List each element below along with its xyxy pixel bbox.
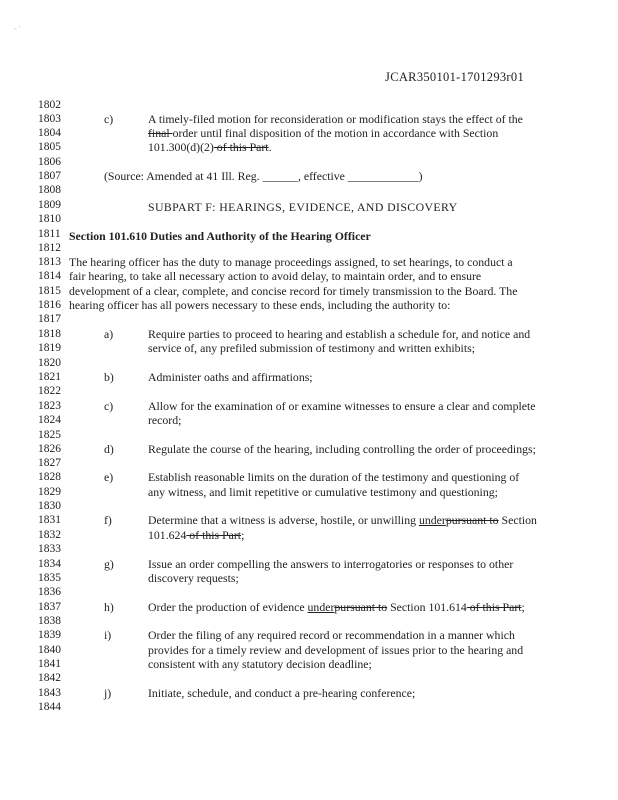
intro-line: The hearing officer has the duty to manage proceedings assigned, to set hearings, to conduct a [69,255,513,269]
item-label: j) [104,686,112,700]
struck-text: final [148,126,173,140]
item-label: f) [104,513,112,527]
line-number: 1829 [38,486,61,498]
item-label: c) [104,399,114,413]
item-text: consistent with any statutory decision deadline; [148,657,372,671]
line-number: 1802 [38,99,61,111]
line-number: 1830 [38,500,61,512]
line-number: 1810 [38,213,61,225]
item-label: g) [104,557,114,571]
struck-text: of this Part [466,600,522,614]
line-number: 1817 [38,313,61,325]
item-text: Order the production of evidence underpursuant to Section 101.614 of this Part; [148,600,525,614]
line-number: 1836 [38,586,61,598]
line-number: 1827 [38,457,61,469]
line-number: 1838 [38,615,61,627]
item-label: i) [104,628,112,642]
item-text: service of, any prefiled submission of testimony and written exhibits; [148,341,475,355]
line-number: 1803 [38,113,61,125]
item-text: Issue an order compelling the answers to interrogatories or responses to other [148,557,514,571]
item-text: Administer oaths and affirmations; [148,370,313,384]
line-number: 1818 [38,328,61,340]
item-text: discovery requests; [148,571,239,585]
line-number: 1825 [38,429,61,441]
line-number: 1804 [38,127,61,139]
line-number: 1843 [38,687,61,699]
line-number: 1839 [38,629,61,641]
line-number: 1807 [38,170,61,182]
line-number: 1823 [38,400,61,412]
line-number: 1809 [38,199,61,211]
item-label: e) [104,470,114,484]
line-number: 1837 [38,601,61,613]
intro-line: fair hearing, to take all necessary action to avoid delay, to maintain order, and to ensure [69,269,482,283]
line-number: 1831 [38,514,61,526]
item-label: a) [104,327,114,341]
source-note: (Source: Amended at 41 Ill. Reg. ______, effective ____________) [104,169,423,183]
item-text: final order until final disposition of the motion in accordance with Section [148,126,499,140]
item-text: Require parties to proceed to hearing and establish a schedule for, and notice and [148,327,531,341]
line-number: 1840 [38,644,61,656]
item-text: any witness, and limit repetitive or cumulative testimony and questioning; [148,485,498,499]
line-number: 1832 [38,529,61,541]
item-text: Order the filing of any required record or recommendation in a manner which [148,628,515,642]
line-number: 1808 [38,184,61,196]
line-number: 1834 [38,558,61,570]
line-number: 1842 [38,672,61,684]
line-number: 1821 [38,371,61,383]
item-label: d) [104,442,114,456]
line-number: 1833 [38,543,61,555]
line-number: 1820 [38,357,61,369]
line-number: 1822 [38,385,61,397]
struck-text: pursuant to [334,600,388,614]
line-number: 1841 [38,658,61,670]
item-label: b) [104,370,114,384]
struck-text: pursuant to [445,513,499,527]
intro-line: development of a clear, complete, and concise record for timely transmission to the Board. The [69,284,518,298]
inserted-text: under [307,600,335,614]
line-number: 1819 [38,342,61,354]
line-number: 1828 [38,471,61,483]
subpart-heading: SUBPART F: HEARINGS, EVIDENCE, AND DISCOVERY [148,200,458,214]
struck-text: of this Part [213,140,269,154]
line-number: 1806 [38,156,61,168]
item-text: Initiate, schedule, and conduct a pre-hearing conference; [148,686,416,700]
line-number: 1824 [38,414,61,426]
struck-text: of this Part [186,528,242,542]
item-text: provides for a timely review and development of issues prior to the hearing and [148,643,524,657]
inserted-text: under [418,513,446,527]
item-text: Regulate the course of the hearing, including controlling the order of proceedings; [148,442,536,456]
item-text: Determine that a witness is adverse, hostile, or unwilling underpursuant to Section [148,513,537,527]
line-number: 1811 [38,228,61,240]
document-id: JCAR350101-1701293r01 [385,70,524,84]
line-number: 1835 [38,572,61,584]
item-text: A timely-filed motion for reconsideration or modification stays the effect of the [148,112,523,126]
line-number: 1844 [38,701,61,713]
item-text: Allow for the examination of or examine witnesses to ensure a clear and complete [148,399,536,413]
item-label: h) [104,600,114,614]
section-title: Section 101.610 Duties and Authority of the Hearing Officer [69,229,371,243]
item-text: 101.624 of this Part; [148,528,245,542]
line-number: 1812 [38,242,61,254]
intro-line: hearing officer has all powers necessary to these ends, including the authority to: [69,298,451,312]
line-number: 1815 [38,285,61,297]
line-number: 1816 [38,299,61,311]
line-number: 1805 [38,141,61,153]
item-label: c) [104,112,114,126]
line-number: 1826 [38,443,61,455]
line-number: 1814 [38,270,61,282]
scan-corner-marks: - ' [14,24,21,33]
item-text: 101.300(d)(2) of this Part. [148,140,272,154]
item-text: record; [148,413,182,427]
item-text: Establish reasonable limits on the duration of the testimony and questioning of [148,470,520,484]
line-number: 1813 [38,256,61,268]
